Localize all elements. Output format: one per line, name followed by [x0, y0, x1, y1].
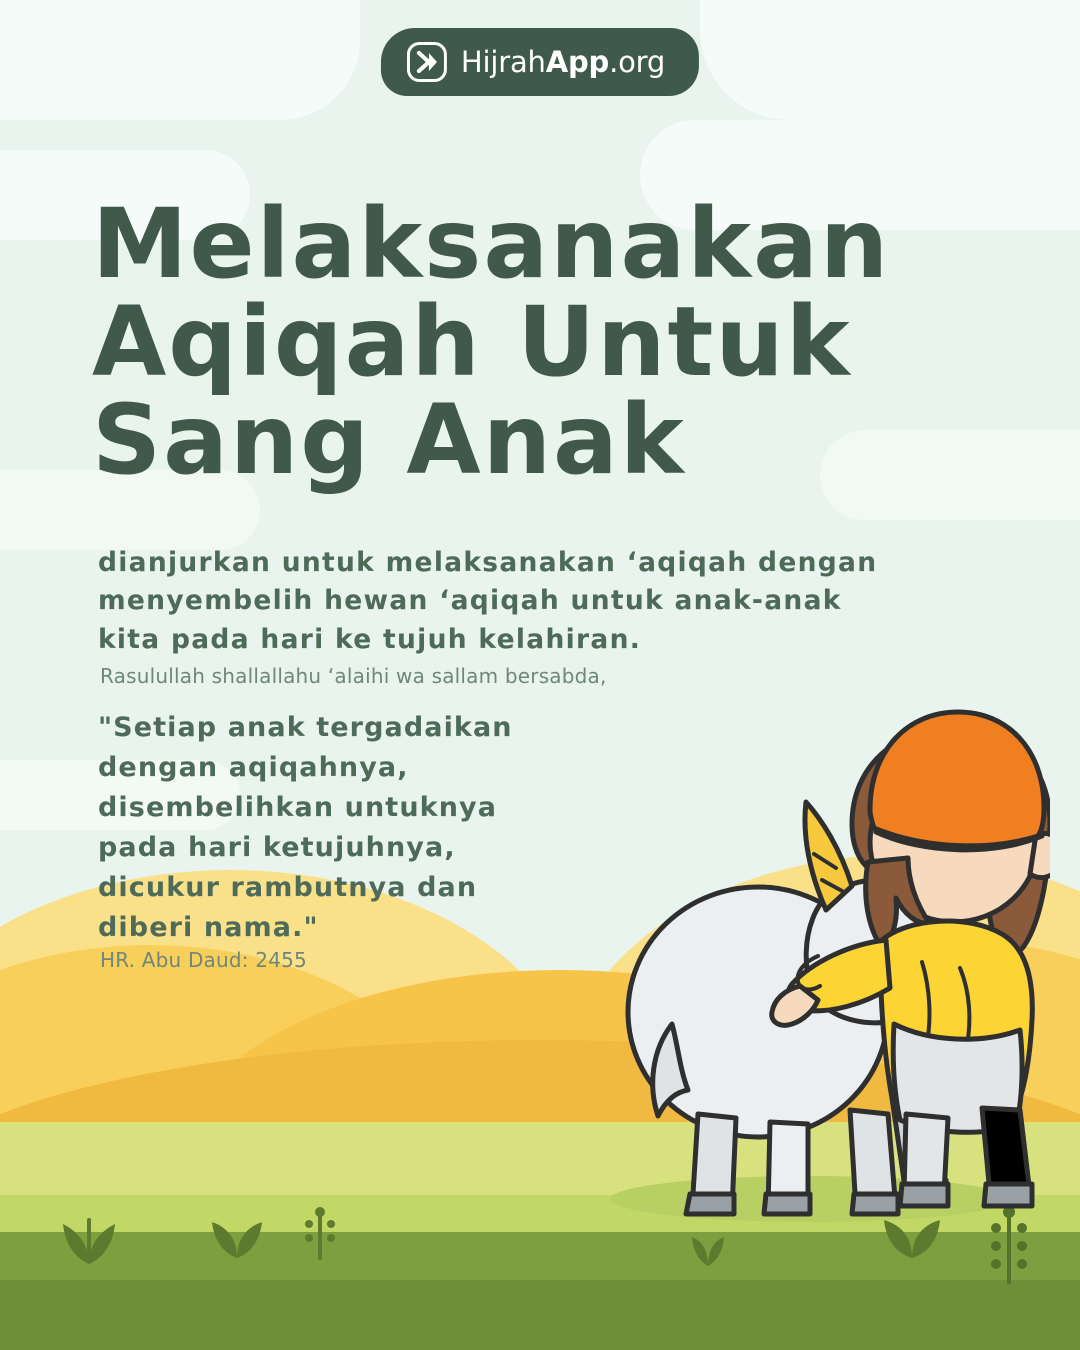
foreground-band: [0, 1280, 1080, 1350]
headline-line-2: Aqiqah Untuk: [92, 285, 852, 398]
headline-line-3: Sang Anak: [92, 383, 686, 496]
plant-silhouette-icon: [300, 1206, 340, 1260]
cloud-shape: [0, 0, 360, 120]
plant-silhouette-icon: [54, 1200, 124, 1264]
page-title: [92, 188, 1012, 496]
hijrah-logo-mark-icon: [407, 42, 447, 82]
brand-name: [460, 44, 666, 79]
lead-line-3: kita pada hari ke tujuh kelahiran.: [98, 623, 642, 655]
lead-line-2: menyembelih hewan ‘aqiqah untuk anak-anak: [98, 585, 842, 617]
brand-logo[interactable]: [381, 28, 699, 96]
lead-line-1: dianjurkan untuk melaksanakan ‘aqiqah dengan: [98, 547, 878, 578]
lead-paragraph: [98, 544, 958, 659]
hadith-source: HR. Abu Daud: 2455: [100, 948, 307, 972]
headline-line-1: Melaksanakan: [92, 188, 891, 300]
quote-line-5: dicukur rambutnya dan: [98, 871, 478, 903]
quote-line-6: diberi nama.": [98, 911, 319, 943]
quote-line-4: pada hari ketujuhnya,: [98, 831, 456, 863]
quote-line-1: "Setiap anak tergadaikan: [98, 712, 513, 743]
narrator-text: Rasulullah shallallahu ‘alaihi wa sallam bersabda,: [100, 664, 607, 688]
brand-name-part3: .org: [609, 44, 666, 79]
quote-line-3: disembelihkan untuknya: [98, 791, 498, 823]
quote-line-2: dengan aqiqahnya,: [98, 751, 409, 783]
brand-name-part2: App: [545, 44, 610, 79]
hadith-quote: [98, 708, 618, 948]
brand-name-part1: Hijrah: [460, 44, 546, 79]
plant-silhouette-icon: [208, 1210, 266, 1258]
cloud-shape: [700, 0, 1080, 120]
